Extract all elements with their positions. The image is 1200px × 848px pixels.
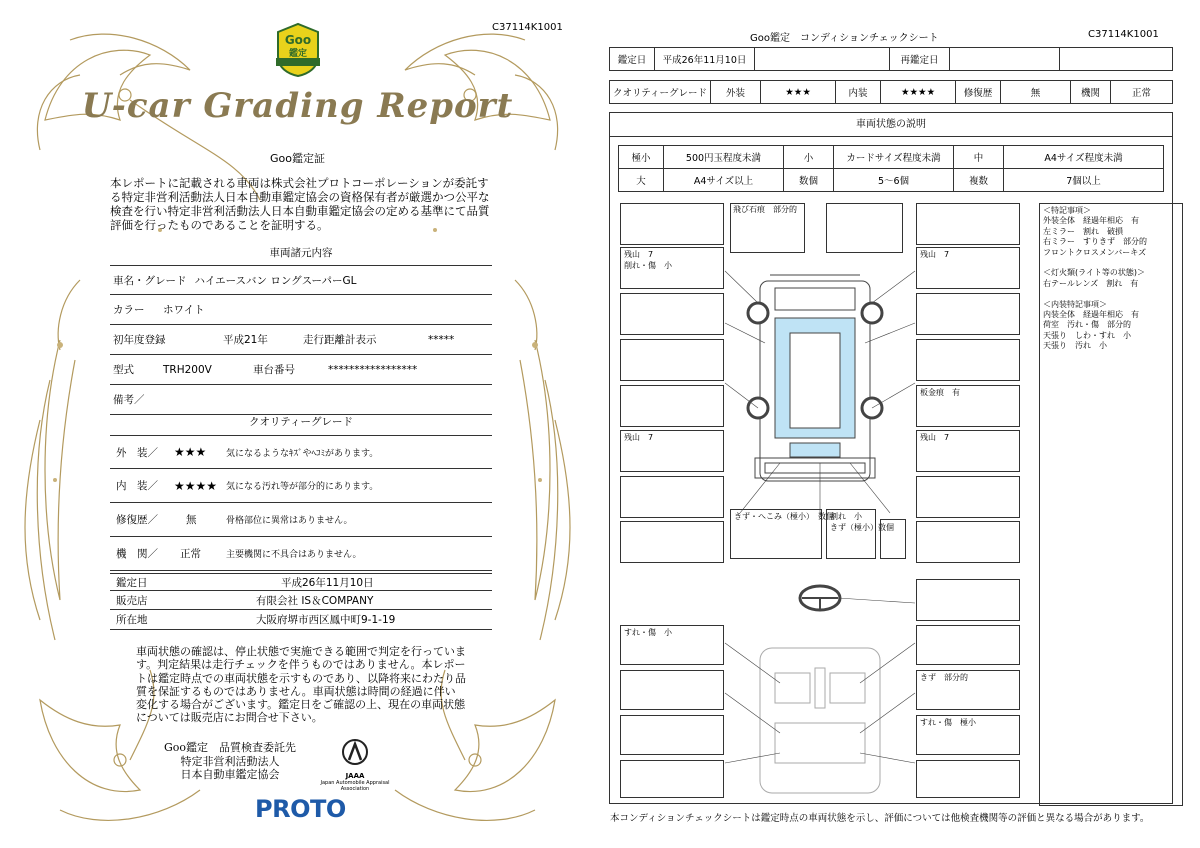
legend-cell: 小 <box>784 146 834 169</box>
condition-box-left-2 <box>620 293 724 335</box>
condition-box-interior-right-2: きず 部分的 <box>916 670 1020 710</box>
condition-box-right-7 <box>916 521 1020 563</box>
certificate-footer <box>150 741 310 782</box>
color-label: カラー <box>113 304 145 316</box>
condition-box-right-5: 残山 7 <box>916 430 1020 472</box>
date-label: 鑑定日 <box>610 48 655 71</box>
condition-box-bottom-center-right <box>880 519 906 559</box>
exterior-value: ★★★ <box>761 81 836 104</box>
condition-box-interior-left-3 <box>620 715 724 755</box>
model-value: TRH200V <box>163 363 212 376</box>
interior-label: 内装 <box>836 81 881 104</box>
condition-box-interior-right-3: すれ・傷 極小 <box>916 715 1020 755</box>
condition-box-top-center-right <box>826 203 903 253</box>
vehicle-condition-panel <box>609 112 1173 804</box>
condition-check-sheet <box>600 0 1200 848</box>
mileage-value: ***** <box>428 333 455 346</box>
condition-box-interior-left-2 <box>620 670 724 710</box>
condition-box-interior-left-1: すれ・傷 小 <box>620 625 724 665</box>
chassis-label: 車台番号 <box>253 364 295 376</box>
redate-value <box>950 48 1060 71</box>
repair-row <box>110 503 492 537</box>
repair-value: 無 <box>1001 81 1071 104</box>
legend-cell: 中 <box>954 146 1004 169</box>
redate-label: 再鑑定日 <box>890 48 950 71</box>
address-label: 所在地 <box>116 614 148 626</box>
certificate-id: C37114K1001 <box>492 22 563 33</box>
condition-box-steering <box>916 579 1020 621</box>
condition-box-right-3 <box>916 339 1020 381</box>
condition-box-left-6 <box>620 476 724 518</box>
interior-label: 内 装／ <box>116 480 158 492</box>
exterior-stars: ★★★ <box>174 445 207 459</box>
legend-cell: 極小 <box>619 146 664 169</box>
model-label: 型式 <box>113 364 134 376</box>
grade-label: クオリティーグレード <box>610 81 711 104</box>
condition-box-left-5: 残山 7 <box>620 430 724 472</box>
interior-row <box>110 469 492 503</box>
exterior-comment: 気になるようなｷｽﾞやﾍｺﾐがあります。 <box>226 448 379 459</box>
date-table <box>609 47 1173 71</box>
repair-value: 無 <box>186 514 197 526</box>
condition-box-left-4 <box>620 385 724 427</box>
engine-value: 正常 <box>1111 81 1173 104</box>
certificate-intro: 本レポートに記載される車両は株式会社プロトコーポレーションが委託する特定非営利活動法人日本自動車鑑定協会の資格保有者が厳選かつ公平な検査を行い特定非営利活動法人日本自動車鑑定協会の定める基準にて品質評価を行ったものであることを証明する。 <box>110 176 490 232</box>
condition-box-right-0 <box>916 203 1020 245</box>
repair-comment: 骨格部位に異常はありません。 <box>226 516 353 526</box>
chassis-value: ***************** <box>328 363 418 376</box>
name-value: ハイエースバン ロングスーパーGL <box>194 274 357 287</box>
exterior-row <box>110 435 492 469</box>
footer-line-1: Goo鑑定 品質検査委託先 <box>163 741 297 754</box>
condition-box-right-2 <box>916 293 1020 335</box>
condition-box-right-6 <box>916 476 1020 518</box>
legend-row-2 <box>619 169 1164 192</box>
legend-cell: A4サイズ以上 <box>664 169 784 192</box>
date-value: 平成26年11月10日 <box>655 48 755 71</box>
condition-box-interior-right-1 <box>916 625 1020 665</box>
first-reg-value: 平成21年 <box>223 334 268 346</box>
engine-label: 機関 <box>1071 81 1111 104</box>
repair-label: 修復歴／ <box>116 514 158 526</box>
engine-label: 機 関／ <box>116 548 158 560</box>
first-registration-row <box>110 325 492 355</box>
grade-table <box>609 80 1173 104</box>
address-value: 大阪府堺市西区鳳中町9-1-19 <box>256 614 396 626</box>
engine-value: 正常 <box>180 548 201 560</box>
jaaa-text: JAAA <box>345 772 365 780</box>
interior-comment: 気になる汚れ等が部分的にあります。 <box>226 482 379 492</box>
sheet-disclaimer: 本コンディションチェックシートは鑑定時点の車両状態を示し、評価については他検査機関等の評価と異なる場合があります。 <box>610 813 1150 824</box>
color-value: ホワイト <box>163 304 205 316</box>
condition-box-bottom-center-left: きず・へこみ（極小） 数個 <box>730 509 822 559</box>
mileage-label: 走行距離計表示 <box>303 334 377 346</box>
condition-box-bottom-center-mid: 割れ 小 きず（極小）数個 <box>826 509 876 559</box>
legend-cell: A4サイズ程度未満 <box>1004 146 1164 169</box>
condition-box-right-1: 残山 7 <box>916 247 1020 289</box>
appraisal-date-value: 平成26年11月10日 <box>281 576 374 589</box>
sheet-title: Goo鑑定 コンディションチェックシート <box>750 33 939 44</box>
remarks-label: 備考／ <box>113 394 145 406</box>
exterior-label: 外装 <box>711 81 761 104</box>
condition-box-interior-left-4 <box>620 760 724 798</box>
color-row <box>110 295 492 325</box>
grading-certificate <box>0 0 595 848</box>
legend-cell: 数個 <box>784 169 834 192</box>
legend-row-1 <box>619 146 1164 169</box>
interior-stars: ★★★★ <box>174 478 218 493</box>
repair-label: 修復歴 <box>956 81 1001 104</box>
svg-text:Goo: Goo <box>284 33 312 47</box>
footer-line-3: 日本自動車鑑定協会 <box>180 768 280 781</box>
dealer-label: 販売店 <box>116 594 148 607</box>
interior-value: ★★★★ <box>881 81 956 104</box>
name-row <box>110 265 492 295</box>
special-notes: ＜特記事項＞ 外装全体 経過年相応 有 左ミラー 割れ 破損 右ミラー すりきず 部分的 フロントクロスメンバーキズ ＜灯火類(ライト等の状態)＞ 右テールレンズ 割れ 有 ＜内装特記事項＞ 内装全体 経過年相応 有 荷室 汚れ・傷 部分的 天張り しわ・すれ 小 天張り 汚れ 小 <box>1039 203 1183 806</box>
dealer-value: 有限会社 IS＆COMPANY <box>256 594 374 607</box>
jaaa-subtext: Japan Automobile Appraisal Association <box>320 780 390 792</box>
report-title: U-car Grading Report <box>81 86 514 126</box>
remarks-row <box>110 385 492 415</box>
legend-cell: 大 <box>619 169 664 192</box>
condition-box-left-7 <box>620 521 724 563</box>
certificate-note: 車両状態の確認は、停止状態で実施できる範囲で判定を行っています。判定結果は走行チェックを伴うものではありません。本レポートは鑑定時点での車両状態を示すものであり、以降将来にわたり品質を保証するものではありません。車両状態は時間の経過に伴い変化する場合がございます。鑑定日をご確認の上、現在の車両状態については販売店にお問合せ下さい。 <box>136 645 466 725</box>
condition-box-left-1: 残山 7 削れ・傷 小 <box>620 247 724 289</box>
certificate-heading: Goo鑑定証 <box>270 152 325 165</box>
legend-cell: 500円玉程度未満 <box>664 146 784 169</box>
svg-text:鑑定: 鑑定 <box>288 49 308 59</box>
sheet-id: C37114K1001 <box>1088 29 1159 40</box>
panel-title: 車両状態の説明 <box>610 113 1172 137</box>
proto-logo <box>255 795 346 823</box>
size-legend-table <box>618 145 1164 192</box>
quality-section-title: クオリティーグレード <box>249 416 353 428</box>
legend-cell: 複数 <box>954 169 1004 192</box>
vehicle-section-title: 車両諸元内容 <box>269 247 333 259</box>
appraisal-date-label: 鑑定日 <box>116 576 148 589</box>
legend-cell: 5～6個 <box>834 169 954 192</box>
footer-line-2: 特定非営利活動法人 <box>180 754 280 768</box>
condition-box-left-0 <box>620 203 724 245</box>
name-label: 車名・グレード <box>113 274 187 287</box>
condition-box-top-center-text: 飛び石痕 部分的 <box>733 205 797 214</box>
goo-kantei-logo-icon <box>274 22 322 78</box>
first-reg-label: 初年度登録 <box>113 334 166 346</box>
condition-box-left-3 <box>620 339 724 381</box>
exterior-label: 外 装／ <box>116 446 158 459</box>
legend-cell: カードサイズ程度未満 <box>834 146 954 169</box>
jaaa-emblem-icon <box>340 738 370 770</box>
address-row <box>110 610 492 630</box>
proto-text: PROTO <box>255 795 346 823</box>
dealer-row <box>110 591 492 610</box>
jaaa-logo <box>320 738 390 792</box>
engine-row <box>110 537 492 571</box>
engine-comment: 主要機関に不具合はありません。 <box>226 550 362 560</box>
appraisal-date-row <box>110 573 492 591</box>
model-row <box>110 355 492 385</box>
condition-box-interior-right-4 <box>916 760 1020 798</box>
legend-cell: 7個以上 <box>1004 169 1164 192</box>
condition-box-right-4: 板金痕 有 <box>916 385 1020 427</box>
